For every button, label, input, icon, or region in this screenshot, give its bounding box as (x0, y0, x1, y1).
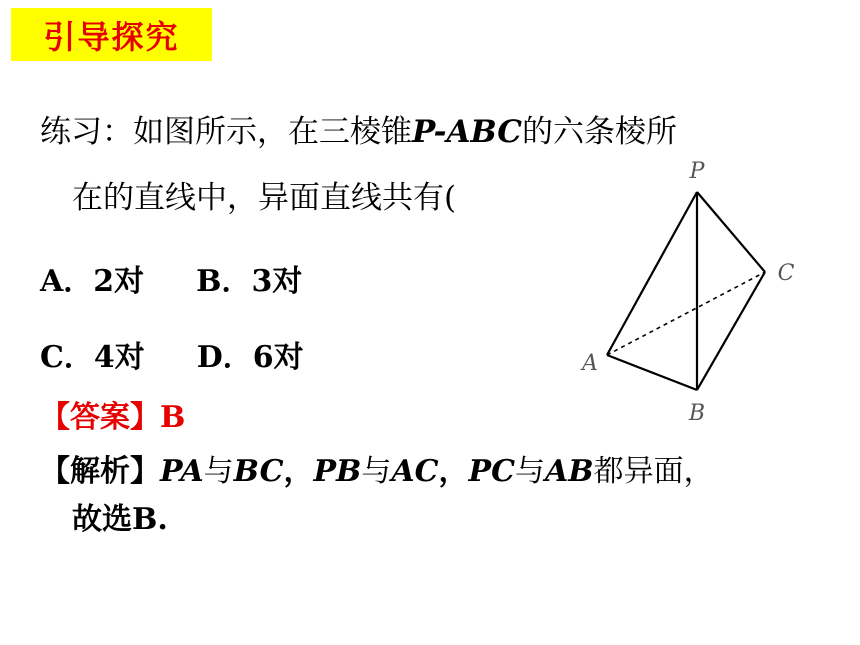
edge-bc-line (697, 272, 765, 390)
explanation-tail: 都异面， (593, 454, 714, 489)
section-title: 引导探究 (43, 17, 180, 56)
with-3: 与 (514, 454, 545, 489)
edge-pc-line (697, 192, 765, 272)
edge-ac: AC (391, 454, 439, 489)
explanation-line-1 (40, 446, 714, 490)
question-line-2: 在的直线中，异面直线共有( (72, 180, 457, 216)
edge-ab: AB (544, 454, 594, 489)
options-row-2 (40, 332, 304, 376)
edge-pc: PC (468, 454, 515, 489)
vertex-label-p: P (689, 159, 705, 184)
with-2: 与 (361, 454, 392, 489)
answer-line (40, 392, 185, 436)
vertex-label-c: C (777, 261, 795, 286)
edge-bc: BC (233, 454, 284, 489)
vertex-label-b: B (688, 401, 706, 426)
edge-pa: PA (160, 454, 204, 489)
explanation-label: 【解析】 (40, 454, 160, 489)
with-1: 与 (203, 454, 234, 489)
edge-pb: PB (313, 454, 362, 489)
separator-1: ， (283, 454, 314, 489)
pyramid-diagram (560, 150, 810, 430)
separator-2: ， (438, 454, 469, 489)
vertex-label-a: A (582, 351, 598, 376)
question-prefix: 练习：如图所示，在三棱锥 (40, 114, 412, 150)
options-row-1 (40, 256, 302, 300)
option-d: D．6对 (196, 340, 304, 375)
explanation-line-2: 故选B. (72, 502, 168, 537)
answer-label: 【答案】 (40, 400, 160, 435)
section-header (11, 8, 212, 61)
question-line-1 (40, 106, 677, 151)
answer-value: B (160, 400, 186, 435)
option-a: A．2对 (40, 264, 145, 299)
option-c: C．4对 (40, 340, 145, 375)
question-suffix: 的六条棱所 (521, 114, 677, 150)
edge-ab-line (607, 355, 697, 390)
option-b: B．3对 (196, 264, 303, 299)
question-pyramid-name: P-ABC (412, 114, 522, 150)
